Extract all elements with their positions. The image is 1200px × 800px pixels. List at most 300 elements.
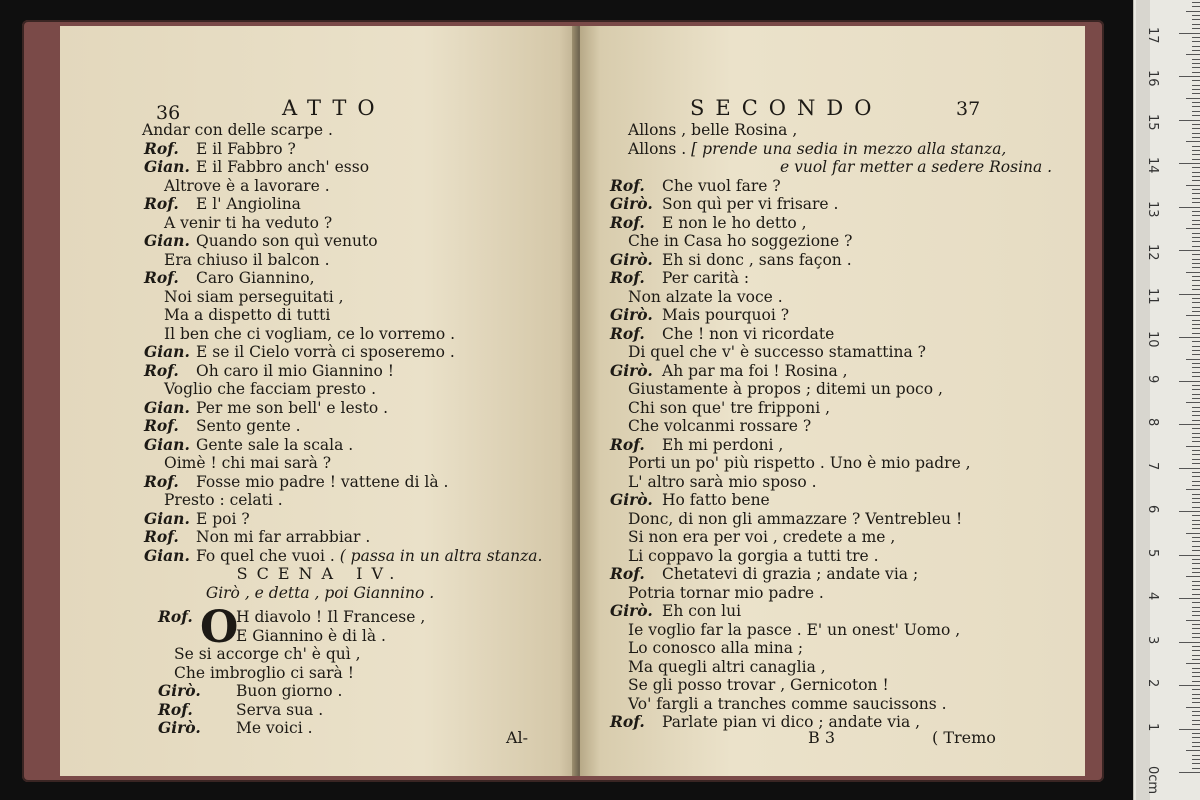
- speaker-label: Gian.: [144, 397, 190, 417]
- text-line: [60, 399, 580, 418]
- ruler-tick: [1192, 568, 1200, 569]
- text-line: [580, 399, 1085, 418]
- ruler-tick: [1192, 655, 1200, 656]
- line-text: Di quel che v' è successo stamattina ?: [628, 343, 926, 361]
- line-text: Fosse mio padre ! vattene di là .: [196, 472, 449, 491]
- ruler-tick: [1192, 389, 1200, 390]
- line-text: Per me son bell' e lesto .: [196, 398, 389, 417]
- speaker-label: Gian.: [144, 342, 190, 361]
- ruler-tick: [1192, 350, 1200, 351]
- ruler-tick: [1192, 746, 1200, 747]
- ruler-tick: [1192, 524, 1200, 525]
- ruler-tick: [1192, 385, 1200, 386]
- text-line: [580, 473, 1085, 492]
- text-line: [580, 380, 1085, 399]
- ruler-tick: [1192, 311, 1200, 312]
- text-line: [60, 645, 580, 664]
- line-text: Che volcanmi rossare ?: [628, 417, 812, 435]
- ruler-tick: [1192, 594, 1200, 595]
- speaker-label: Gian.: [144, 508, 190, 528]
- ruler-label: 2: [1145, 679, 1160, 688]
- ruler-tick: [1192, 398, 1200, 399]
- ruler-tick: [1179, 76, 1200, 77]
- line-text: Altrove è a lavorare .: [164, 176, 330, 195]
- line-text: Era chiuso il balcon .: [164, 250, 330, 269]
- ruler-tick: [1186, 98, 1200, 99]
- ruler-tick: [1192, 481, 1200, 482]
- ruler-tick: [1192, 176, 1200, 177]
- ruler-tick: [1192, 302, 1200, 303]
- text-line: [60, 664, 580, 683]
- ruler-tick: [1192, 454, 1200, 455]
- ruler-tick: [1192, 333, 1200, 334]
- line-text: Eh si donc , sans façon .: [662, 250, 852, 269]
- ruler-tick: [1192, 659, 1200, 660]
- line-text: Parlate pian vi dico ; andate via ,: [662, 713, 921, 731]
- ruler-tick: [1192, 624, 1200, 625]
- line-text: Eh mi perdoni ,: [662, 435, 784, 454]
- line-text: Noi siam perseguitati ,: [164, 287, 344, 306]
- ruler-tick: [1192, 180, 1200, 181]
- speaker-label: Girò.: [610, 360, 653, 380]
- ruler-tick: [1192, 737, 1200, 738]
- line-text: Li coppavo la gorgia a tutti tre .: [628, 546, 879, 565]
- text-line: [580, 232, 1085, 251]
- text-line: [60, 306, 580, 325]
- text-line: [60, 140, 580, 159]
- ruler-tick: [1192, 463, 1200, 464]
- line-text: Giustamente à propos ; ditemi un poco ,: [628, 380, 943, 398]
- line-text: Presto : celati .: [164, 491, 283, 509]
- text-line: [60, 682, 580, 701]
- running-head: SECONDO: [690, 96, 883, 120]
- line-text: Oh caro il mio Giannino !: [196, 361, 394, 380]
- text-line: [580, 140, 1085, 159]
- ruler-label: 10: [1145, 331, 1160, 348]
- ruler-tick: [1186, 402, 1200, 403]
- text-line: [60, 608, 580, 627]
- ruler-tick: [1192, 637, 1200, 638]
- line-text: Lo conosco alla mina ;: [628, 639, 804, 657]
- ruler-tick: [1192, 433, 1200, 434]
- ruler-tick: [1192, 24, 1200, 25]
- ruler-tick: [1179, 555, 1200, 556]
- ruler-tick: [1192, 72, 1200, 73]
- ruler-label: 0cm: [1145, 766, 1160, 795]
- line-text: E Giannino è di là .: [236, 626, 386, 645]
- line-text: E l' Angiolina: [196, 195, 301, 213]
- ruler-tick: [1179, 598, 1200, 599]
- line-text: Me voici .: [236, 719, 313, 737]
- ruler-tick: [1179, 120, 1200, 121]
- ruler-tick: [1192, 159, 1200, 160]
- ruler-tick: [1192, 459, 1200, 460]
- page-number: 36: [156, 102, 181, 124]
- ruler-tick: [1192, 80, 1200, 81]
- line-text: Chi son que' tre fripponi ,: [628, 398, 830, 417]
- ruler-tick: [1192, 602, 1200, 603]
- text-line: [580, 584, 1085, 603]
- speaker-label: Rof.: [144, 268, 179, 287]
- ruler-tick: [1179, 642, 1200, 643]
- right-page: [580, 26, 1085, 776]
- speaker-label: Rof.: [144, 138, 179, 158]
- text-line: [60, 195, 580, 214]
- line-text: Mais pourquoi ?: [662, 306, 790, 324]
- ruler-tick: [1192, 672, 1200, 673]
- ruler-tick: [1192, 759, 1200, 760]
- text-line: [580, 121, 1085, 140]
- ruler-tick: [1179, 381, 1200, 382]
- line-text: Buon giorno .: [236, 682, 343, 700]
- ruler-tick: [1192, 407, 1200, 408]
- text-line: [580, 251, 1085, 270]
- ruler-tick: [1192, 354, 1200, 355]
- line-text: Allons , belle Rosina ,: [628, 121, 798, 139]
- line-text: Che vuol fare ?: [662, 176, 781, 195]
- line-text: Serva sua .: [236, 700, 324, 719]
- ruler-tick: [1192, 515, 1200, 516]
- ruler-tick: [1192, 367, 1200, 368]
- line-text: Oimè ! chi mai sarà ?: [164, 454, 332, 472]
- ruler-tick: [1192, 324, 1200, 325]
- ruler-tick: [1179, 772, 1200, 773]
- ruler-tick: [1186, 141, 1200, 142]
- ruler-tick: [1192, 363, 1200, 364]
- ruler-tick: [1192, 498, 1200, 499]
- speaker-label: Girò.: [610, 249, 653, 269]
- text-line: [580, 491, 1085, 510]
- ruler-label: 13: [1145, 200, 1160, 218]
- speaker-label: Rof.: [158, 607, 193, 626]
- speaker-label: Rof.: [610, 175, 645, 195]
- line-text: Ho fatto bene: [662, 491, 770, 509]
- ruler-tick: [1192, 263, 1200, 264]
- text-line: [580, 602, 1085, 621]
- ruler-tick: [1192, 15, 1200, 16]
- catchword: Al-: [506, 728, 529, 747]
- speaker-label: Gian.: [144, 157, 190, 176]
- ruler-tick: [1192, 150, 1200, 151]
- speaker-label: Rof.: [144, 360, 179, 380]
- ruler-tick: [1186, 750, 1200, 751]
- text-line: [580, 417, 1085, 436]
- line-text: E poi ?: [196, 509, 250, 528]
- ruler-tick: [1192, 415, 1200, 416]
- ruler-tick: [1186, 359, 1200, 360]
- text-line: [60, 158, 580, 177]
- ruler-tick: [1192, 711, 1200, 712]
- speaker-label: Girò.: [610, 490, 653, 509]
- line-text: Quando son quì venuto: [196, 232, 378, 250]
- text-line: [580, 325, 1085, 344]
- ruler-tick: [1192, 307, 1200, 308]
- text-line: [580, 565, 1085, 584]
- scene-text-block: [60, 602, 580, 738]
- ruler-tick: [1192, 550, 1200, 551]
- text-line: [580, 269, 1085, 288]
- ruler-tick: [1192, 85, 1200, 86]
- line-text: Caro Giannino,: [196, 269, 315, 287]
- ruler-tick: [1192, 394, 1200, 395]
- text-line: [60, 454, 580, 473]
- ruler-tick: [1186, 185, 1200, 186]
- ruler-tick: [1186, 620, 1200, 621]
- stage-direction: ( passa in un altra stanza.: [339, 546, 543, 565]
- ruler-tick: [1192, 676, 1200, 677]
- ruler-tick: [1192, 328, 1200, 329]
- speaker-label: Girò.: [158, 718, 201, 737]
- scene-heading: SCENA IV.: [236, 564, 404, 583]
- speaker-label: Girò.: [610, 601, 653, 620]
- line-text: Eh con lui: [662, 602, 742, 620]
- drop-cap: O: [200, 602, 239, 653]
- text-line: [580, 158, 1085, 177]
- ruler-tick: [1186, 228, 1200, 229]
- line-text: Per carità :: [662, 269, 750, 287]
- ruler-tick: [1192, 494, 1200, 495]
- text-line: [60, 269, 580, 288]
- line-text: Che in Casa ho soggezione ?: [628, 232, 853, 250]
- speaker-label: Rof.: [144, 527, 179, 546]
- ruler-tick: [1186, 11, 1200, 12]
- ruler-tick: [1179, 337, 1200, 338]
- ruler-tick: [1192, 450, 1200, 451]
- line-text: Andar con delle scarpe .: [142, 121, 333, 139]
- ruler-tick: [1192, 507, 1200, 508]
- speaker-label: Rof.: [144, 471, 179, 491]
- ruler-tick: [1192, 681, 1200, 682]
- left-page: [60, 26, 580, 776]
- ruler-label: 3: [1145, 635, 1160, 644]
- ruler-tick: [1192, 50, 1200, 51]
- ruler-label: 12: [1145, 244, 1160, 261]
- ruler-tick: [1192, 715, 1200, 716]
- ruler-tick: [1192, 137, 1200, 138]
- ruler-tick: [1192, 646, 1200, 647]
- ruler-tick: [1192, 246, 1200, 247]
- ruler-tick: [1192, 211, 1200, 212]
- ruler-tick: [1192, 537, 1200, 538]
- ruler-tick: [1186, 272, 1200, 273]
- ruler-tick: [1179, 468, 1200, 469]
- line-text: Non mi far arrabbiar .: [196, 528, 371, 546]
- ruler-tick: [1192, 102, 1200, 103]
- text-line: [60, 251, 580, 270]
- line-text: Porti un po' più rispetto . Uno è mio padre ,: [628, 454, 971, 472]
- ruler-tick: [1192, 28, 1200, 29]
- ruler-tick: [1192, 2, 1200, 3]
- ruler-tick: [1192, 124, 1200, 125]
- ruler-tick: [1192, 189, 1200, 190]
- text-line: [60, 288, 580, 307]
- ruler-tick: [1179, 250, 1200, 251]
- ruler-tick: [1192, 133, 1200, 134]
- text-line: [580, 436, 1085, 455]
- ruler-tick: [1192, 650, 1200, 651]
- ruler-tick: [1192, 763, 1200, 764]
- text-line: [60, 121, 580, 140]
- line-text: E il Fabbro anch' esso: [196, 158, 370, 176]
- line-text: E non le ho detto ,: [662, 213, 807, 232]
- catchword: ( Tremo: [932, 728, 996, 747]
- ruler-tick: [1192, 224, 1200, 225]
- ruler-tick: [1192, 93, 1200, 94]
- ruler-tick: [1192, 633, 1200, 634]
- speaker-label: Girò.: [610, 194, 653, 213]
- ruler-tick: [1192, 193, 1200, 194]
- scene-characters: Girò , e detta , poi Giannino .: [205, 584, 435, 602]
- stage-direction: [ prende una sedia in mezzo alla stanza,: [691, 139, 1007, 158]
- ruler-tick: [1192, 563, 1200, 564]
- ruler-tick: [1179, 207, 1200, 208]
- text-line: [60, 343, 580, 362]
- ruler-tick: [1192, 89, 1200, 90]
- line-text: A venir ti ha veduto ?: [164, 213, 333, 232]
- line-text: Ie voglio far la pasce . E' un onest' Uomo ,: [628, 620, 961, 639]
- text-line: [580, 676, 1085, 695]
- line-text: Gente sale la scala .: [196, 435, 354, 454]
- line-text: Chetatevi di grazia ; andate via ;: [662, 565, 919, 583]
- text-line: [580, 510, 1085, 529]
- ruler-tick: [1192, 528, 1200, 529]
- ruler-tick: [1186, 446, 1200, 447]
- ruler-tick: [1192, 476, 1200, 477]
- ruler-tick: [1186, 663, 1200, 664]
- ruler-tick: [1192, 254, 1200, 255]
- speaker-label: Rof.: [144, 416, 179, 435]
- ruler-tick: [1192, 198, 1200, 199]
- ruler-tick: [1192, 428, 1200, 429]
- text-line: [580, 343, 1085, 362]
- line-text: Son quì per vi frisare .: [662, 195, 839, 213]
- ruler-tick: [1179, 424, 1200, 425]
- text-line: [60, 380, 580, 399]
- ruler-tick: [1192, 768, 1200, 769]
- text-line: [60, 719, 580, 738]
- ruler-tick: [1192, 37, 1200, 38]
- line-text: Voglio che facciam presto .: [164, 380, 376, 398]
- ruler-label: 16: [1145, 70, 1160, 87]
- ruler-tick: [1192, 702, 1200, 703]
- ruler-tick: [1192, 19, 1200, 20]
- text-line: [60, 214, 580, 233]
- text-line: [580, 214, 1085, 233]
- line-text: e vuol far metter a sedere Rosina .: [780, 158, 1053, 176]
- text-line: [60, 528, 580, 547]
- text-line: [60, 232, 580, 251]
- text-line: [60, 701, 580, 720]
- ruler-tick: [1192, 720, 1200, 721]
- ruler-tick: [1192, 46, 1200, 47]
- ruler-tick: [1179, 33, 1200, 34]
- line-text: Che ! non vi ricordate: [662, 324, 835, 343]
- line-text: Se si accorge ch' è quì ,: [174, 645, 361, 663]
- ruler-label: 4: [1145, 592, 1160, 601]
- line-text: Donc, di non gli ammazzare ? Ventrebleu !: [628, 509, 963, 528]
- ruler-tick: [1192, 611, 1200, 612]
- ruler-label: 15: [1145, 113, 1160, 131]
- ruler-tick: [1192, 63, 1200, 64]
- line-text: E il Fabbro ?: [196, 139, 296, 158]
- ruler-tick: [1192, 724, 1200, 725]
- ruler-tick: [1192, 615, 1200, 616]
- ruler-tick: [1192, 67, 1200, 68]
- text-line: [580, 658, 1085, 677]
- line-text: Potria tornar mio padre .: [628, 583, 824, 602]
- ruler-tick: [1192, 241, 1200, 242]
- line-text: Che imbroglio ci sarà !: [174, 663, 354, 682]
- ruler-tick: [1192, 259, 1200, 260]
- speaker-label: Rof.: [610, 212, 645, 232]
- ruler-tick: [1179, 163, 1200, 164]
- line-text: L' altro sarà mio sposo .: [628, 472, 817, 491]
- ruler-tick: [1186, 489, 1200, 490]
- ruler-tick: [1192, 589, 1200, 590]
- ruler-tick: [1192, 755, 1200, 756]
- ruler-label: 7: [1145, 461, 1160, 470]
- text-line: [60, 177, 580, 196]
- measuring-ruler: [1133, 0, 1200, 800]
- ruler-tick: [1192, 41, 1200, 42]
- text-line: [60, 362, 580, 381]
- ruler-tick: [1192, 694, 1200, 695]
- ruler-tick: [1192, 115, 1200, 116]
- speaker-label: Gian.: [144, 434, 190, 454]
- speaker-label: Rof.: [610, 564, 645, 583]
- ruler-tick: [1186, 315, 1200, 316]
- line-text: Il ben che ci vogliam, ce lo vorremo .: [164, 324, 456, 343]
- ruler-tick: [1192, 146, 1200, 147]
- text-line: [60, 627, 580, 646]
- speaker-label: Rof.: [610, 323, 645, 343]
- ruler-tick: [1192, 607, 1200, 608]
- ruler-tick: [1192, 267, 1200, 268]
- text-line: [60, 436, 580, 455]
- ruler-label: 8: [1145, 418, 1160, 427]
- ruler-tick: [1192, 520, 1200, 521]
- speaker-label: Girò.: [610, 305, 653, 324]
- line-text: Non alzate la voce .: [628, 287, 783, 306]
- ruler-tick: [1179, 294, 1200, 295]
- ruler-tick: [1192, 6, 1200, 7]
- line-text: E se il Cielo vorrà ci sposeremo .: [196, 343, 455, 361]
- signature-mark: B 3: [808, 728, 836, 747]
- ruler-tick: [1192, 220, 1200, 221]
- line-text: Fo quel che vuoi . ( passa in un altra stanza.: [196, 546, 543, 565]
- ruler-tick: [1186, 533, 1200, 534]
- ruler-tick: [1192, 585, 1200, 586]
- ruler-label: 1: [1145, 722, 1160, 731]
- ruler-tick: [1192, 202, 1200, 203]
- speaker-label: Rof.: [144, 194, 179, 213]
- running-head: ATTO: [282, 96, 386, 120]
- ruler-tick: [1192, 154, 1200, 155]
- ruler-tick: [1192, 742, 1200, 743]
- speaker-label: Rof.: [610, 434, 645, 454]
- line-text: Ah par ma foi ! Rosina ,: [662, 361, 848, 380]
- page-number: 37: [956, 98, 981, 120]
- ruler-tick: [1192, 698, 1200, 699]
- ruler-tick: [1179, 729, 1200, 730]
- ruler-tick: [1192, 233, 1200, 234]
- text-line: [580, 454, 1085, 473]
- line-text: Ma a dispetto di tutti: [164, 306, 331, 324]
- ruler-tick: [1192, 298, 1200, 299]
- ruler-tick: [1192, 546, 1200, 547]
- ruler-tick: [1179, 685, 1200, 686]
- ruler-tick: [1192, 581, 1200, 582]
